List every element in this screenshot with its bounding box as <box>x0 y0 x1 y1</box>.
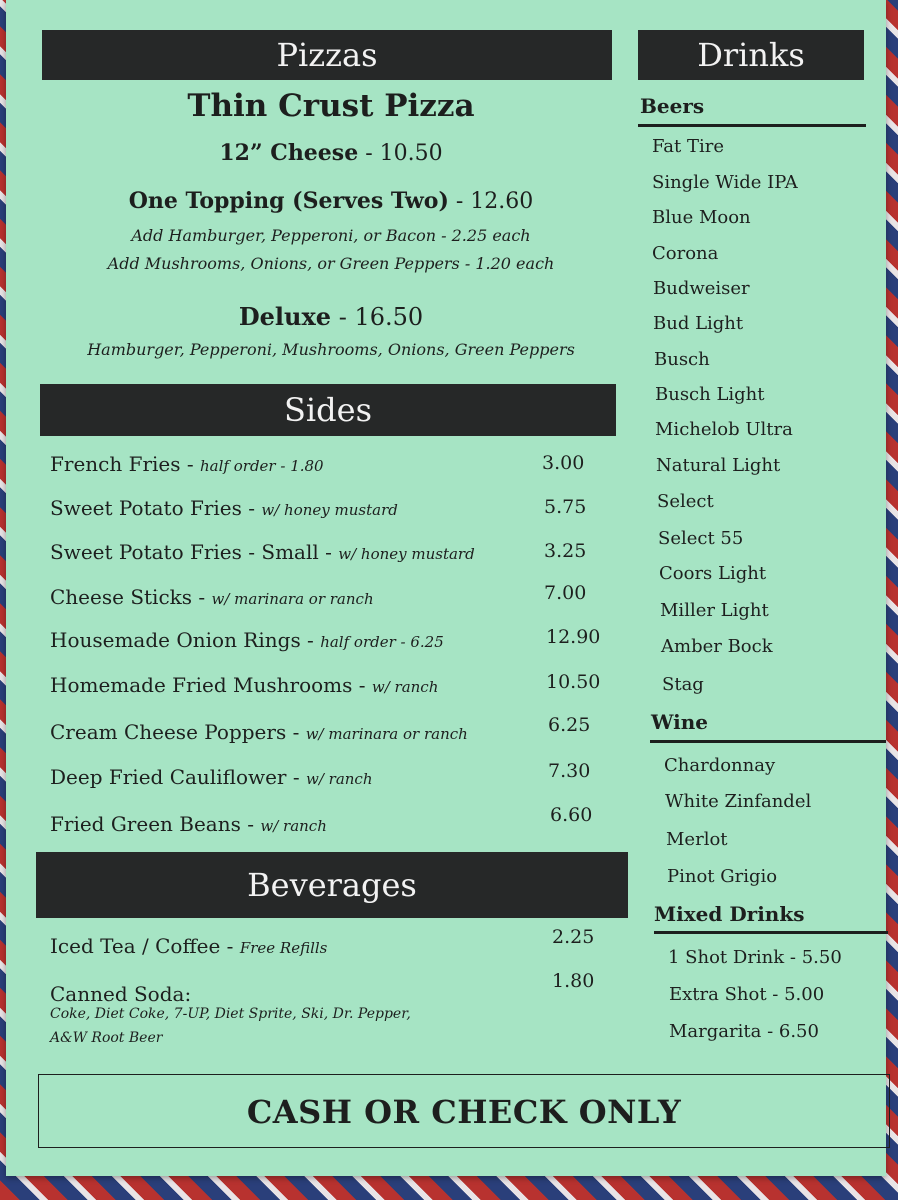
one-topping-price: - 12.60 <box>455 189 534 214</box>
one-topping-name: One Topping (Serves Two) <box>128 188 449 214</box>
beer-item: Select 55 <box>658 528 744 549</box>
cash-or-check-box <box>38 1074 890 1148</box>
side-item-note: w/ ranch <box>305 770 373 788</box>
pizza-section-title: Thin Crust Pizza <box>187 88 475 124</box>
wine-item: Merlot <box>666 829 728 850</box>
side-item-note: w/ ranch <box>371 678 439 696</box>
side-item-note: w/ marinara or ranch <box>211 590 374 608</box>
side-item: Homemade Fried Mushrooms - w/ ranch <box>50 673 439 697</box>
side-item-price: 10.50 <box>546 671 601 693</box>
drinks-header: Drinks <box>638 30 864 80</box>
beer-item: Stag <box>662 674 704 695</box>
beers-divider <box>638 124 866 127</box>
side-item-name: Sweet Potato Fries <box>50 496 242 520</box>
side-item-price: 3.00 <box>542 452 585 474</box>
iced-tea-item: Iced Tea / Coffee - Free Refills <box>50 934 328 958</box>
side-item-note: half order - 1.80 <box>200 457 324 475</box>
side-item-note: w/ marinara or ranch <box>305 725 468 743</box>
side-item-price: 7.00 <box>544 582 587 604</box>
side-item: Sweet Potato Fries - w/ honey mustard <box>50 496 398 520</box>
cheese-pizza-name: 12” Cheese <box>219 140 359 166</box>
side-item: French Fries - half order - 1.80 <box>50 452 324 476</box>
beer-item: Amber Bock <box>661 636 773 657</box>
side-item-price: 7.30 <box>548 760 591 782</box>
beer-item: Busch Light <box>655 384 765 405</box>
pizzas-header: Pizzas <box>42 30 612 80</box>
sides-header: Sides <box>40 384 616 436</box>
soda-list-line-2: A&W Root Beer <box>50 1030 163 1046</box>
side-item-note: w/ honey mustard <box>338 545 475 563</box>
side-item-price: 5.75 <box>544 496 587 518</box>
cheese-pizza-line <box>36 140 626 166</box>
side-item-name: Sweet Potato Fries - Small <box>50 540 319 564</box>
mixed-drink-item: Extra Shot - 5.00 <box>669 984 825 1005</box>
side-item: Cream Cheese Poppers - w/ marinara or ranch <box>50 720 468 744</box>
iced-tea-price: 2.25 <box>552 926 595 948</box>
beer-item: Michelob Ultra <box>655 419 793 440</box>
canned-soda-item: Canned Soda: <box>50 982 192 1006</box>
mixed-drinks-divider <box>654 931 888 934</box>
wine-item: Chardonnay <box>664 755 776 776</box>
addon-line-1: Add Hamburger, Pepperoni, or Bacon - 2.25 each <box>131 226 531 245</box>
mixed-drink-item: 1 Shot Drink - 5.50 <box>668 947 842 968</box>
side-item-price: 12.90 <box>546 626 601 648</box>
addon-line-2: Add Mushrooms, Onions, or Green Peppers - 1.20 each <box>107 254 555 273</box>
side-item-name: Housemade Onion Rings <box>50 628 301 652</box>
deluxe-description: Hamburger, Pepperoni, Mushrooms, Onions, Green Peppers <box>87 340 575 359</box>
soda-list-line-1: Coke, Diet Coke, 7-UP, Diet Sprite, Ski, Dr. Pepper, <box>50 1006 411 1022</box>
wine-divider <box>650 740 886 743</box>
beer-item: Busch <box>654 349 710 370</box>
menu-sheet <box>6 0 886 1176</box>
side-item-name: Cream Cheese Poppers <box>50 720 287 744</box>
beer-item: Natural Light <box>656 455 781 476</box>
wine-label: Wine <box>651 710 708 734</box>
wine-item: Pinot Grigio <box>667 866 778 887</box>
side-item-name: Fried Green Beans <box>50 812 241 836</box>
beer-item: Bud Light <box>653 313 744 334</box>
beer-item: Budweiser <box>653 278 750 299</box>
deluxe-name: Deluxe <box>238 302 332 331</box>
beer-item: Select <box>657 491 714 512</box>
beers-label: Beers <box>640 94 705 118</box>
side-item-note: w/ honey mustard <box>261 501 398 519</box>
deluxe-price: - 16.50 <box>338 303 424 331</box>
iced-tea-name: Iced Tea / Coffee <box>50 934 221 958</box>
beer-item: Blue Moon <box>652 207 751 228</box>
beer-item: Coors Light <box>659 563 767 584</box>
side-item-note: half order - 6.25 <box>320 633 444 651</box>
side-item-price: 3.25 <box>544 540 587 562</box>
side-item-price: 6.25 <box>548 714 591 736</box>
iced-tea-note: Free Refills <box>239 939 328 957</box>
side-item: Housemade Onion Rings - half order - 6.25 <box>50 628 444 652</box>
side-item-note: w/ ranch <box>260 817 327 835</box>
beer-item: Single Wide IPA <box>652 172 798 193</box>
mixed-drink-item: Margarita - 6.50 <box>669 1021 819 1042</box>
cheese-pizza-price: - 10.50 <box>365 141 443 166</box>
beer-item: Miller Light <box>660 600 769 621</box>
side-item: Cheese Sticks - w/ marinara or ranch <box>50 585 374 609</box>
side-item-name: Homemade Fried Mushrooms <box>50 673 353 697</box>
payment-notice: CASH OR CHECK ONLY <box>246 1093 682 1131</box>
wine-item: White Zinfandel <box>665 791 812 812</box>
side-item: Sweet Potato Fries - Small - w/ honey mustard <box>50 540 475 564</box>
side-item-name: French Fries <box>50 452 181 476</box>
side-item-name: Deep Fried Cauliflower <box>50 765 287 789</box>
side-item-price: 6.60 <box>550 804 593 826</box>
one-topping-line <box>36 188 626 214</box>
canned-soda-price: 1.80 <box>552 970 595 992</box>
mixed-drinks-label: Mixed Drinks <box>654 902 805 926</box>
beverages-header: Beverages <box>36 852 628 918</box>
side-item: Deep Fried Cauliflower - w/ ranch <box>50 765 373 789</box>
side-item: Fried Green Beans - w/ ranch <box>50 812 327 836</box>
side-item-name: Cheese Sticks <box>50 585 193 609</box>
beer-item: Corona <box>652 243 719 264</box>
beer-item: Fat Tire <box>652 136 724 157</box>
deluxe-line <box>36 302 626 331</box>
